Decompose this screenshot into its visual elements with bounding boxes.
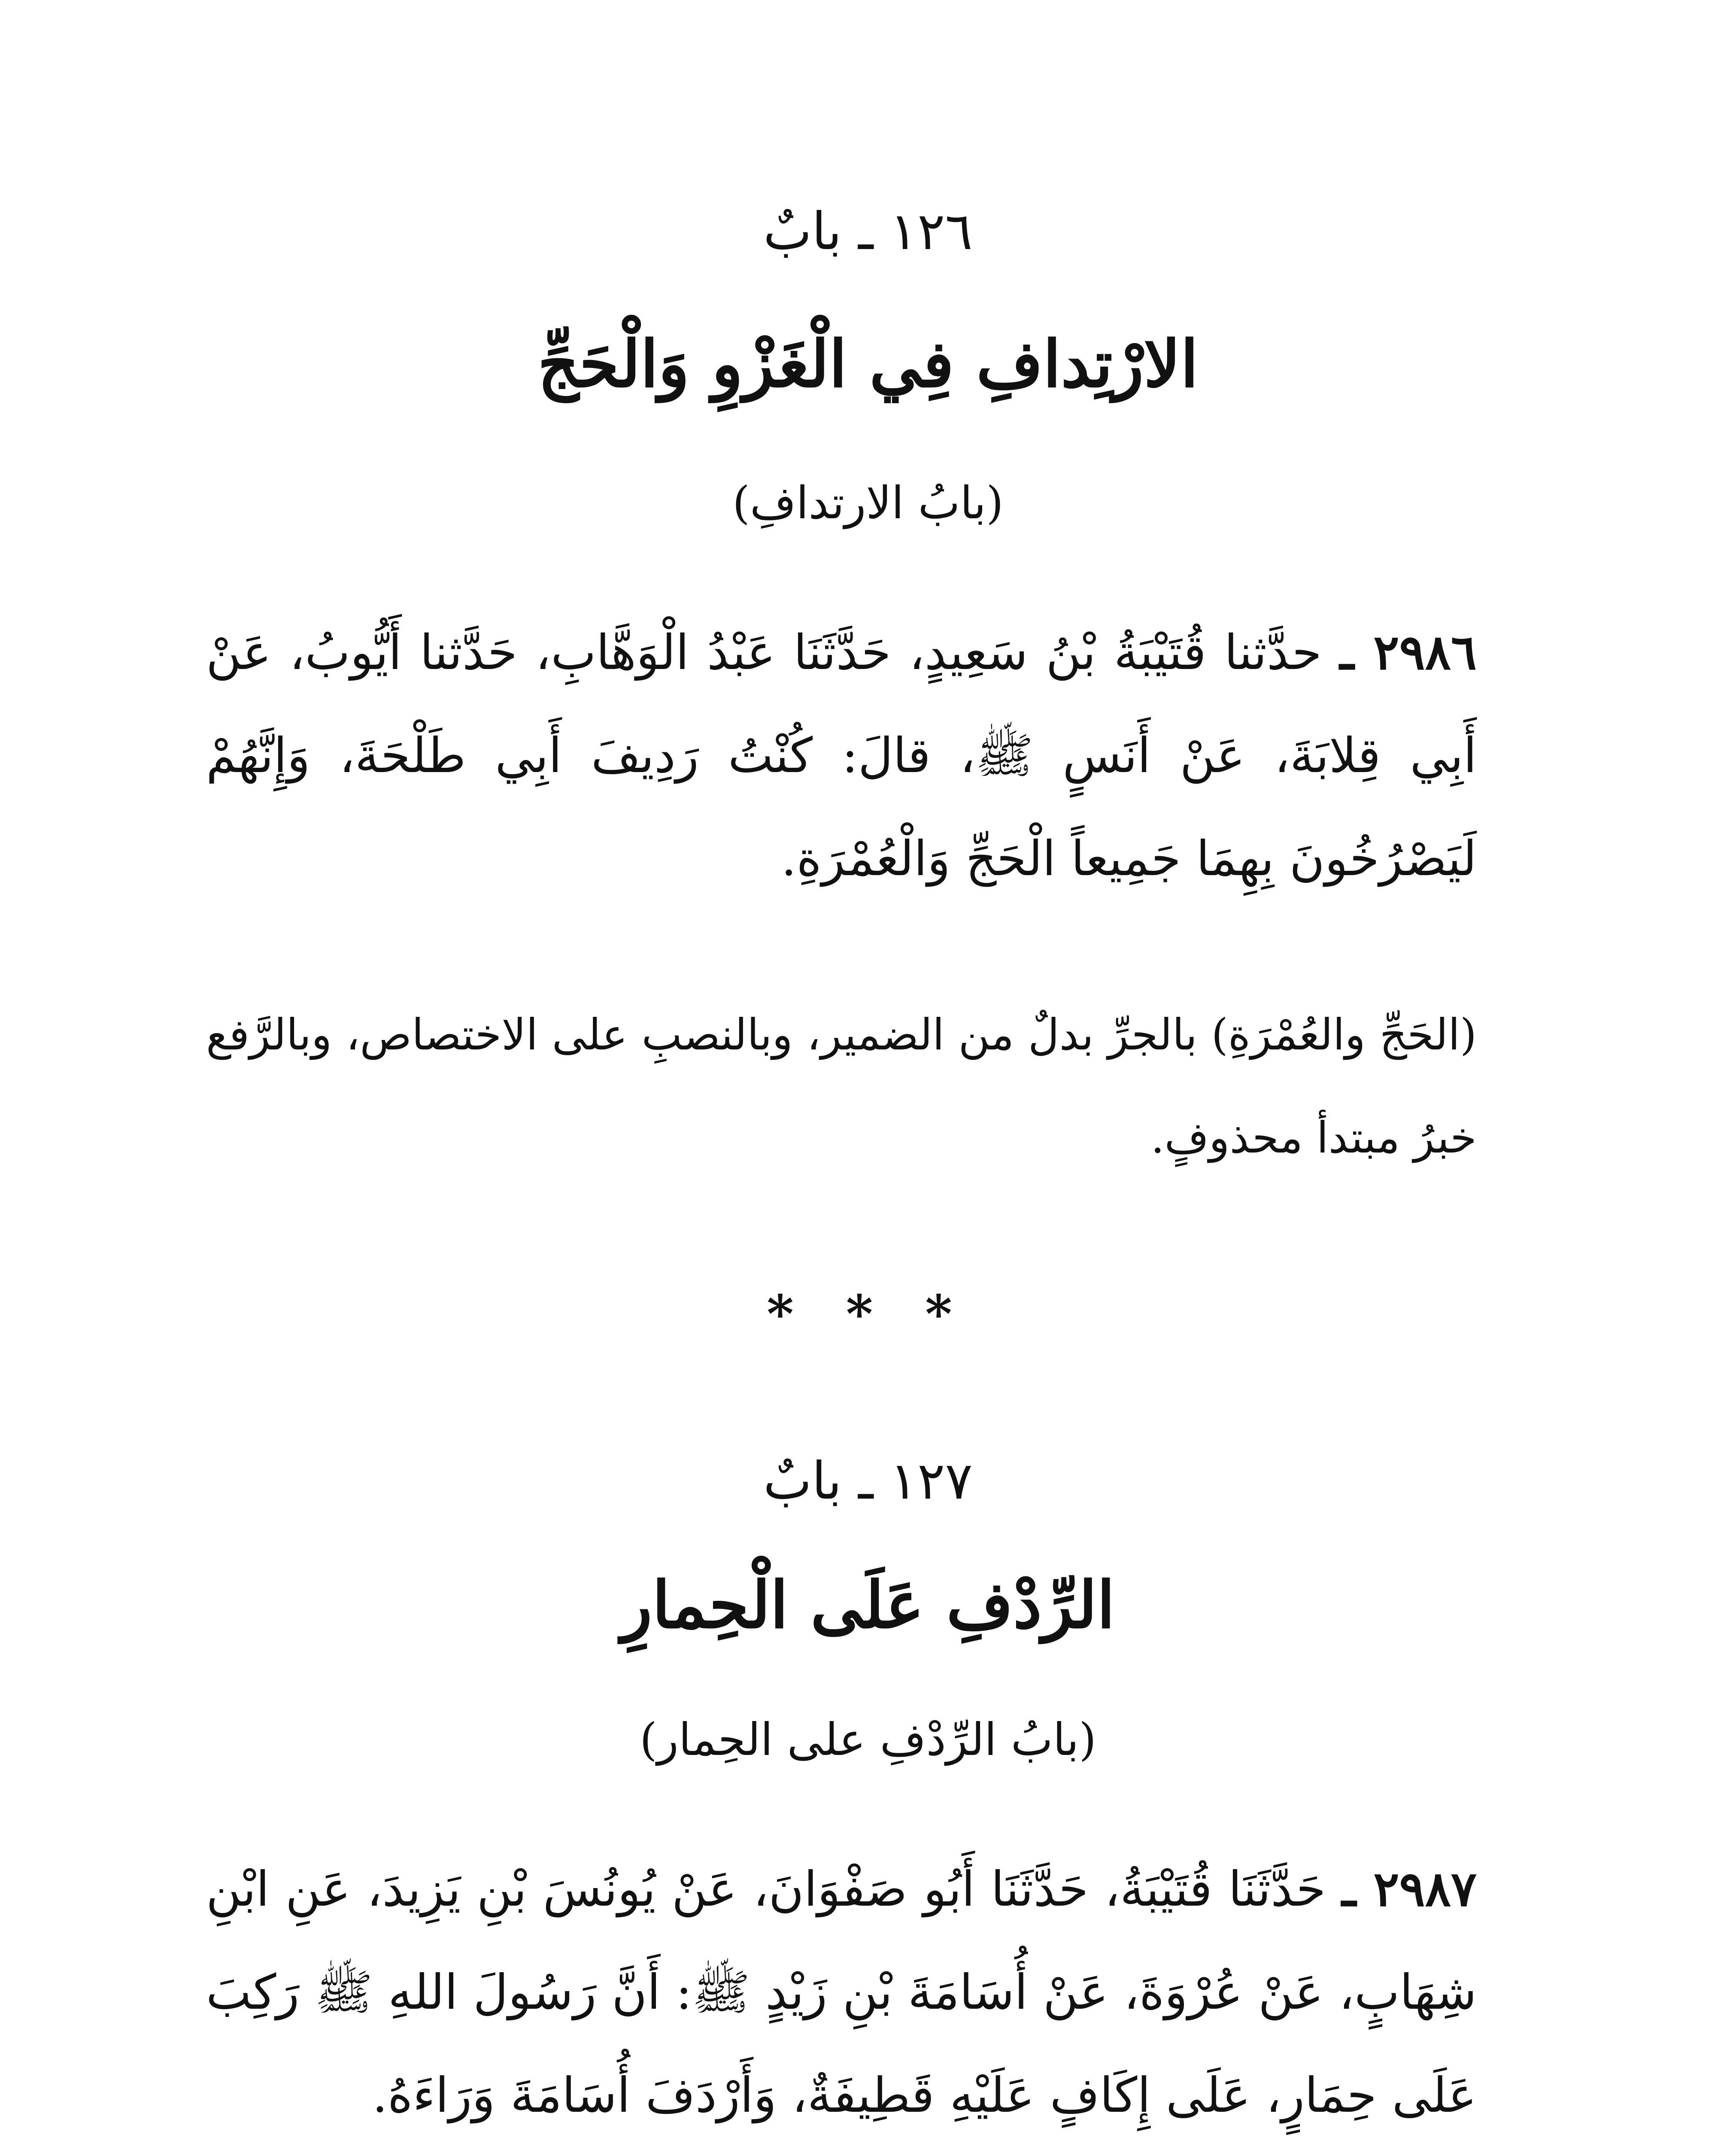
chapter-127-subtitle: (بابُ الرِّدْفِ على الحِمار) [640, 1713, 1096, 1766]
chapter-126-subtitle: (بابُ الارتدافِ) [732, 477, 1004, 529]
hadith-2987-text: حَدَّثَنَا قُتَيْبَةُ، حَدَّثَنَا أَبُو صَفْوَانَ، عَنْ يُونُسَ بْنِ يَزِيدَ، عَنِ ابْنِ شِهَابٍ، عَنْ عُرْوَةَ، عَنْ أُسَامَةَ بْنِ زَيْدٍ ﷺ: أَنَّ رَسُولَ اللهِ ﷺ رَكِبَ عَلَى حِمَارٍ، عَلَى إِكَافٍ عَلَيْهِ قَطِيفَةٌ، وَأَرْدَفَ أُسَامَةَ وَرَاءَهُ. [206, 1861, 1477, 2123]
chapter-126-title: الارْتِدافِ فِي الْغَزْوِ وَالْحَجِّ [537, 326, 1199, 402]
chapter-127-title: الرِّدْفِ عَلَى الْحِمارِ [621, 1567, 1115, 1643]
commentary-2986: (الحَجِّ والعُمْرَةِ) بالجرِّ بدلٌ من الضمير، وبالنصبِ على الاختصاص، وبالرَّفع خبرُ مبتدأ محذوفٍ. [206, 1010, 1477, 1163]
hadith-2987-number: ٢٩٨٧ ـ [1341, 1861, 1477, 1917]
hadith-2986-number: ٢٩٨٦ ـ [1340, 624, 1477, 681]
chapter-126-number: ١٢٦ ـ بابٌ [763, 202, 973, 262]
section-separator: * * * [767, 1284, 969, 1344]
chapter-127-number: ١٢٧ ـ بابٌ [763, 1451, 973, 1511]
hadith-2987 [206, 1838, 1477, 2147]
hadith-2986 [206, 601, 1477, 910]
hadith-2986-text: حدَّثنا قُتَيْبَةُ بْنُ سَعِيدٍ، حَدَّثَنَا عَبْدُ الْوَهَّابِ، حَدَّثنا أَيُّوبُ، عَنْ أَبِي قِلابَةَ، عَنْ أَنَسٍ ﷺ، قالَ: كُنْتُ رَدِيفَ أَبِي طَلْحَةَ، وَإِنَّهُمْ لَيَصْرُخُونَ بِهِمَا جَمِيعاً الْحَجِّ وَالْعُمْرَةِ. [206, 625, 1477, 887]
